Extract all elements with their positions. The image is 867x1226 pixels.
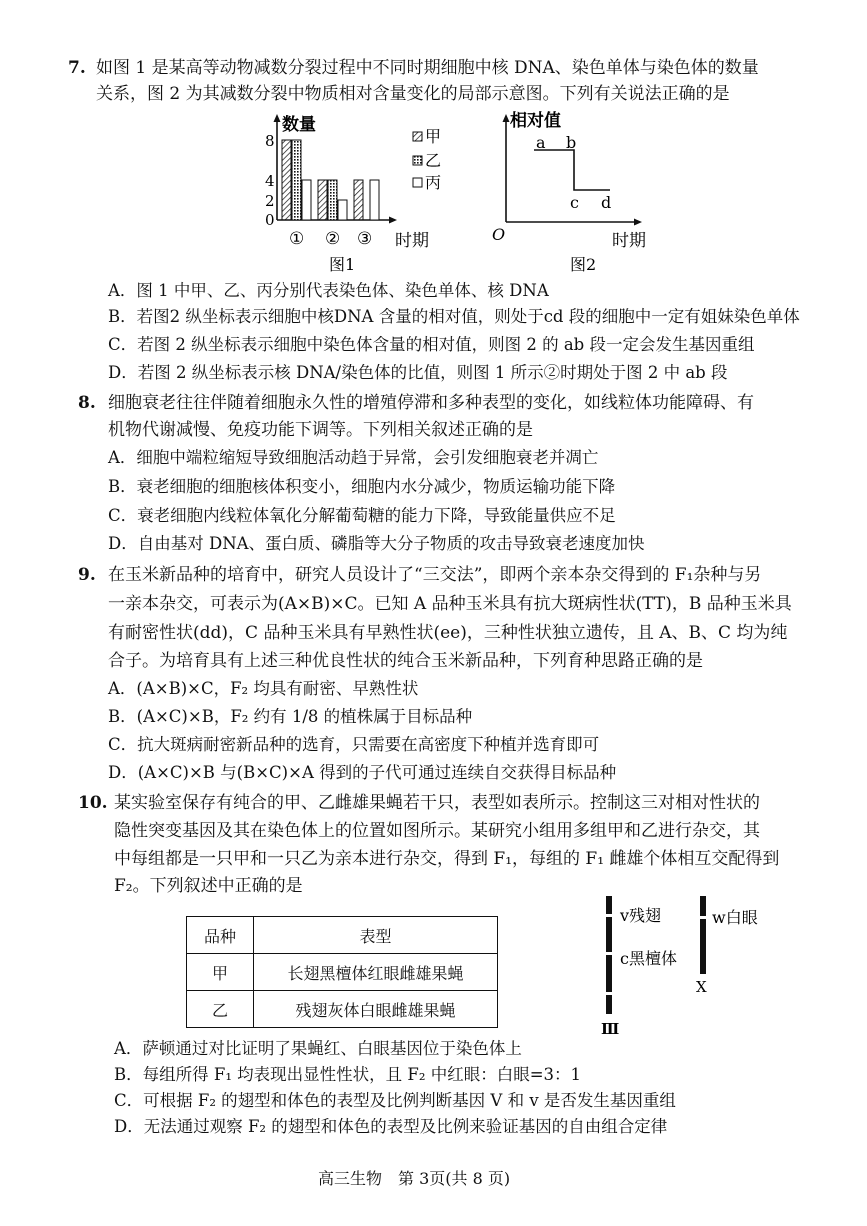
figure1-bar-chart	[255, 108, 455, 276]
q10-option-a: A．萨顿通过对比证明了果蝇红、白眼基因位于染色体上	[114, 1039, 522, 1058]
bar-p2-yi	[328, 180, 337, 220]
chromosome-diagram	[590, 892, 780, 1042]
q10-option-b: B．每组所得 F₁ 均表现出显性性状，且 F₂ 中红眼：白眼=3：1	[114, 1065, 582, 1084]
y-tick-8: 8	[265, 132, 275, 150]
q10-stem-line4: F₂。下列叙述中正确的是	[114, 876, 303, 896]
bar-p3-bing	[370, 180, 379, 220]
table-cell-jia: 甲	[187, 954, 254, 991]
figure1-caption: 图1	[329, 255, 356, 274]
bar-p2-jia	[318, 180, 327, 220]
period-2: ②	[325, 229, 341, 249]
chromosome-x	[700, 896, 706, 974]
q9-option-b: B．(A×C)×B，F₂ 约有 1/8 的植株属于目标品种	[108, 707, 473, 726]
q9-option-c: C．抗大斑病耐密新品种的选育，只需要在高密度下种植并选育即可	[108, 735, 600, 754]
table-header-phenotype: 表型	[254, 917, 498, 954]
q7-option-b: B．若图2 纵坐标表示细胞中核DNA 含量的相对值，则处于cd 段的细胞中一定有姐妹染色单体	[108, 307, 800, 326]
q9-stem-line4: 合子。为培育具有上述三种优良性状的纯合玉米新品种，下列育种思路正确的是	[108, 651, 703, 671]
q8-option-b: B．衰老细胞的细胞核体积变小，细胞内水分减少，物质运输功能下降	[108, 477, 616, 496]
bar-p3-jia	[354, 180, 363, 220]
q7-number: 7.	[68, 58, 86, 78]
figure2-caption: 图2	[570, 255, 597, 274]
q9-stem-line3: 有耐密性状(dd)，C 品种玉米具有早熟性状(ee)，三种性状独立遗传，且 A、B、C 均为纯	[108, 623, 788, 643]
x-axis-label: 时期	[395, 231, 429, 251]
q7-option-d: D．若图 2 纵坐标表示核 DNA/染色体的比值，则图 1 所示②时期处于图 2 中 ab 段	[108, 363, 728, 382]
legend-yi: 乙	[425, 151, 442, 170]
q7-option-c: C．若图 2 纵坐标表示细胞中染色体含量的相对值，则图 2 的 ab 段一定会发生基因重组	[108, 335, 755, 354]
phenotype-table	[186, 916, 498, 1028]
legend-bing: 丙	[425, 173, 442, 192]
gene-c-label: c黑檀体	[620, 949, 677, 968]
legend-jia: 甲	[425, 127, 442, 146]
point-c: c	[570, 193, 579, 212]
q8-stem-line1: 细胞衰老往往伴随着细胞永久性的增殖停滞和多种表型的变化，如线粒体功能障碍、有	[108, 393, 754, 413]
bar-p1-bing	[302, 180, 311, 220]
gene-v-label: v残翅	[620, 906, 662, 925]
q10-stem-line1: 某实验室保存有纯合的甲、乙雌雄果蝇若干只，表型如表所示。控制这三对相对性状的	[114, 793, 760, 813]
q9-option-d: D．(A×C)×B 与(B×C)×A 得到的子代可通过连续自交获得目标品种	[108, 763, 617, 782]
figure2-curve	[534, 150, 610, 190]
q8-number: 8.	[78, 393, 96, 413]
q7-stem-line2: 关系，图 2 为其减数分裂中物质相对含量变化的局部示意图。下列有关说法正确的是	[96, 84, 730, 104]
point-d: d	[601, 193, 612, 212]
q10-option-c: C．可根据 F₂ 的翅型和体色的表型及比例判断基因 V 和 v 是否发生基因重组	[114, 1091, 676, 1110]
origin-label: O	[492, 225, 506, 244]
q9-stem-line2: 一亲本杂交，可表示为(A×B)×C。已知 A 品种玉米具有抗大斑病性状(TT)，B 品种玉米具	[108, 594, 792, 614]
table-cell-yi-phenotype: 残翅灰体白眼雌雄果蝇	[254, 991, 498, 1028]
table-header-variety: 品种	[187, 917, 254, 954]
q9-option-a: A．(A×B)×C，F₂ 均具有耐密、早熟性状	[108, 679, 419, 698]
q9-stem-line1: 在玉米新品种的培育中，研究人员设计了“三交法”，即两个亲本杂交得到的 F₁杂种与另	[108, 565, 762, 585]
y-tick-4: 4	[265, 172, 275, 190]
q10-stem-line3: 中每组都是一只甲和一只乙为亲本进行杂交，得到 F₁，每组的 F₁ 雌雄个体相互交配得到	[114, 849, 780, 869]
chromosome-x-label: X	[696, 978, 707, 996]
figure2-line-chart	[488, 108, 658, 276]
y-axis-label: 数量	[282, 115, 316, 135]
q8-option-a: A．细胞中端粒缩短导致细胞活动趋于异常，会引发细胞衰老并凋亡	[108, 448, 599, 467]
point-b: b	[566, 133, 577, 152]
y-axis-label-2: 相对值	[510, 111, 561, 131]
q7-option-a: A．图 1 中甲、乙、丙分别代表染色体、染色单体、核 DNA	[108, 281, 549, 300]
bar-p2-bing	[338, 200, 347, 220]
gene-w-label: w白眼	[712, 908, 758, 927]
page-footer: 高三生物 第 3页(共 8 页)	[318, 1169, 511, 1188]
q8-option-d: D．自由基对 DNA、蛋白质、磷脂等大分子物质的攻击导致衰老速度加快	[108, 534, 645, 553]
q10-option-d: D．无法通过观察 F₂ 的翅型和体色的表型及比例来验证基因的自由组合定律	[114, 1117, 668, 1136]
y-tick-2: 2	[265, 192, 275, 210]
chromosome-iii-label: Ⅲ	[601, 1020, 620, 1038]
period-3: ③	[357, 229, 373, 249]
y-tick-0: 0	[265, 211, 275, 229]
q7-stem-line1: 如图 1 是某高等动物减数分裂过程中不同时期细胞中核 DNA、染色单体与染色体的数量	[96, 58, 759, 78]
q8-stem-line2: 机物代谢减慢、免疫功能下调等。下列相关叙述正确的是	[108, 420, 533, 440]
table-cell-yi: 乙	[187, 991, 254, 1028]
q10-number: 10.	[78, 793, 108, 813]
bar-p1-jia	[282, 140, 291, 220]
q8-option-c: C．衰老细胞内线粒体氧化分解葡萄糖的能力下降，导致能量供应不足	[108, 506, 616, 525]
x-axis-label-2: 时期	[612, 231, 646, 251]
bar-p1-yi	[292, 140, 301, 220]
q9-number: 9.	[78, 565, 96, 585]
table-cell-jia-phenotype: 长翅黑檀体红眼雌雄果蝇	[254, 954, 498, 991]
q10-stem-line2: 隐性突变基因及其在染色体上的位置如图所示。某研究小组用多组甲和乙进行杂交，其	[114, 821, 760, 841]
period-1: ①	[289, 229, 305, 249]
point-a: a	[536, 133, 546, 152]
